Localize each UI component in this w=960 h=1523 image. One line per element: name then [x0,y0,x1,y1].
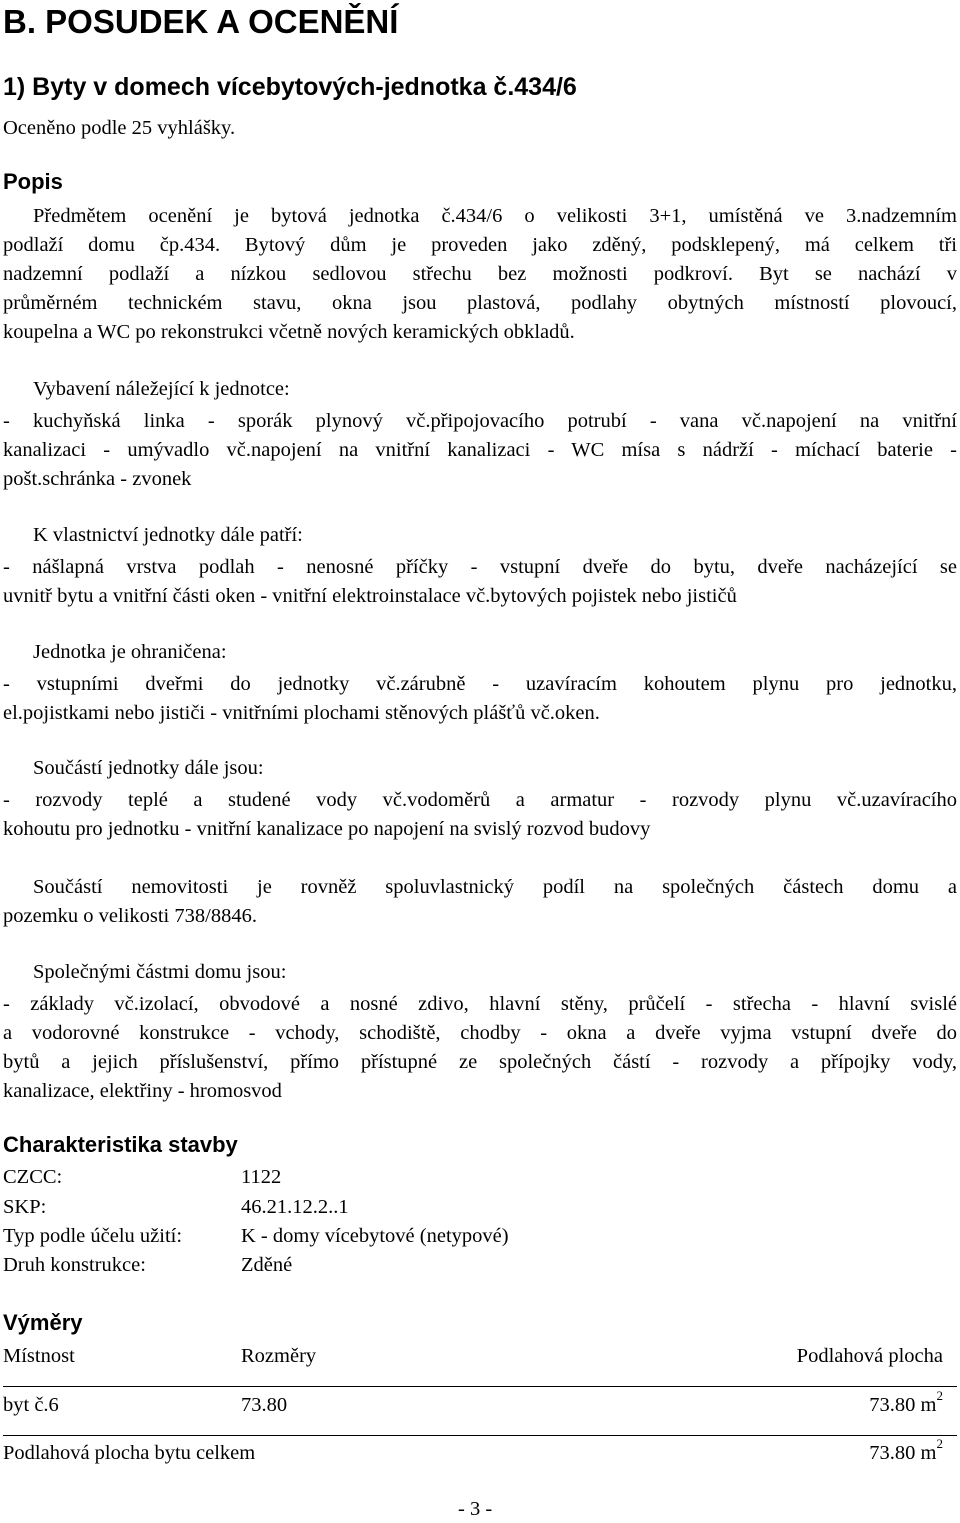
vymery-area [869,1388,943,1417]
vymery-total [869,1436,943,1465]
soucasti-jednotky-paragraph [3,786,957,844]
char-value: K - domy vícebytové (netypové) [241,1225,509,1247]
popis-heading: Popis [3,169,63,194]
vybaveni-line: - kuchyňská linka - sporák plynový vč.připojovacího potrubí - vana vč.napojení na vnitřní [3,410,957,432]
char-value: 1122 [241,1166,282,1188]
soucasti-jednotky-line: - rozvody teplé a studené vody vč.vodoměrů a armatur - rozvody plynu vč.uzavíracího [3,789,957,811]
vymery-col-header: Rozměry [241,1345,317,1367]
ohranicena-paragraph [3,670,957,728]
vlastnictvi-line: - nášlapná vrstva podlah - nenosné příčky - vstupní dveře do bytu, dveře nacházející se [3,556,957,578]
spolecne-casti-line: a vodorovné konstrukce - vchody, schodiště, chodby - okna a dveře vyjma vstupní dveře do [3,1022,957,1044]
soucasti-nemovitosti-line: pozemku o velikosti 738/8846. [3,905,257,927]
spolecne-casti-line: kanalizace, elektřiny - hromosvod [3,1080,282,1102]
char-label: Typ podle účelu užití: [3,1225,183,1247]
spolecne-casti-paragraph [3,990,957,1106]
ohranicena-heading: Jednotka je ohraničena: [33,641,227,663]
char-value: Zděné [241,1254,293,1276]
table-divider [3,1435,957,1436]
vymery-col-header: Podlahová plocha [796,1345,943,1367]
popis-line: podlaží domu čp.434. Bytový dům je proveden jako zděný, podsklepený, má celkem tři [3,234,957,256]
ohranicena-line: el.pojistkami nebo jističi - vnitřními plochami stěnových plášťů vč.oken. [3,702,600,724]
soucasti-jednotky-heading: Součástí jednotky dále jsou: [33,757,264,779]
table-divider [3,1386,957,1387]
vymery-total-label: Podlahová plocha bytu celkem [3,1442,256,1464]
soucasti-jednotky-line: kohoutu pro jednotku - vnitřní kanalizace po napojení na svislý rozvod budovy [3,818,651,840]
vymery-heading: Výměry [3,1310,83,1335]
char-value: 46.21.12.2..1 [241,1196,349,1218]
vymery-total-unit: 2 [936,1436,943,1451]
soucasti-nemovitosti-paragraph [3,873,957,931]
vymery-col-header: Místnost [3,1345,75,1367]
page-number: - 3 - [458,1498,493,1520]
vybaveni-line: pošt.schránka - zvonek [3,468,192,490]
vymery-dims: 73.80 [241,1394,288,1416]
charakteristika-heading: Charakteristika stavby [3,1132,238,1157]
spolecne-casti-line: bytů a jejich příslušenství, přímo přístupné ze společných částí - rozvody a přípojky vody, [3,1051,957,1073]
spolecne-casti-heading: Společnými částmi domu jsou: [33,961,287,983]
vybaveni-line: kanalizaci - umývadlo vč.napojení na vnitřní kanalizaci - WC mísa s nádrží - míchací baterie - [3,439,957,461]
soucasti-nemovitosti-line: Součástí nemovitosti je rovněž spoluvlastnický podíl na společných částech domu a [33,876,957,898]
vymery-total-value: 73.80 m [869,1442,937,1464]
popis-line: koupelna a WC po rekonstrukci včetně nových keramických obkladů. [3,321,575,343]
section-title: B. POSUDEK A OCENĚNÍ [3,3,399,40]
popis-line: nadzemní podlaží a nízkou sedlovou střechu bez možnosti podkroví. Byt se nachází v [3,263,957,285]
popis-line: průměrném technickém stavu, okna jsou plastová, podlahy obytných místností plovoucí, [3,292,957,314]
vymery-area-value: 73.80 m [869,1394,937,1416]
vymery-room: byt č.6 [3,1394,59,1416]
vlastnictvi-paragraph [3,553,957,611]
vlastnictvi-heading: K vlastnictví jednotky dále patří: [33,524,303,546]
popis-paragraph [3,202,957,347]
vybaveni-paragraph [3,407,957,494]
ohranicena-line: - vstupními dveřmi do jednotky vč.zárubně - uzavíracím kohoutem plynu pro jednotku, [3,673,957,695]
vymery-area-unit: 2 [936,1388,943,1403]
char-label: CZCC: [3,1166,63,1188]
vybaveni-heading: Vybavení náležející k jednotce: [33,378,290,400]
char-label: SKP: [3,1196,47,1218]
char-label: Druh konstrukce: [3,1254,146,1276]
valuation-note: Oceněno podle 25 vyhlášky. [3,117,236,139]
spolecne-casti-line: - základy vč.izolací, obvodové a nosné zdivo, hlavní stěny, průčelí - střecha - hlavní svislé [3,993,957,1015]
popis-line: Předmětem ocenění je bytová jednotka č.434/6 o velikosti 3+1, umístěná ve 3.nadzemním [33,205,957,227]
vlastnictvi-line: uvnitř bytu a vnitřní části oken - vnitřní elektroinstalace vč.bytových pojistek nebo jističů [3,585,737,607]
item-title: 1) Byty v domech vícebytových-jednotka č.434/6 [3,73,577,101]
